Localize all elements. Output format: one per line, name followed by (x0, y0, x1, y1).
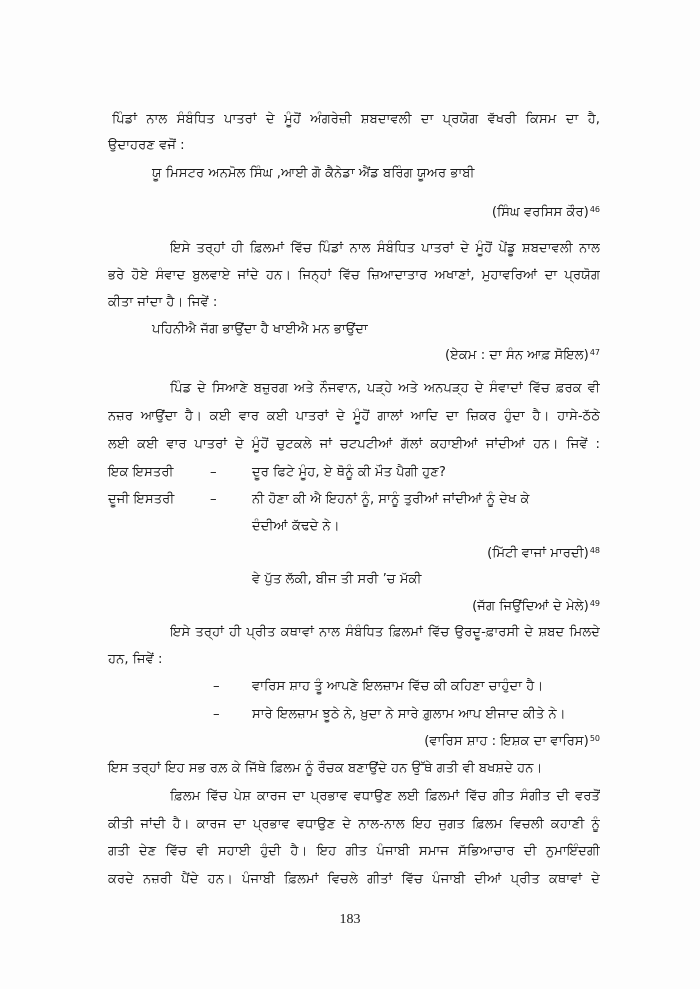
citation-2 (445, 347, 600, 365)
citation-3 (487, 545, 600, 563)
speaker-2-continuation: ਦੰਦੀਆਂ ਕੱਢਦੇ ਨੇ। (252, 519, 340, 534)
quote-2: ਪਹਿਨੀਐ ਜੱਗ ਭਾਉਂਦਾ ਹੈ ਖਾਈਐ ਮਨ ਭਾਉਂਦਾ (152, 322, 368, 337)
paragraph-3-line-3: ਲਈ ਕਈ ਵਾਰ ਪਾਤਰਾਂ ਦੇ ਮੂੰਹੋਂ ਚੁਟਕਲੇ ਜਾਂ ਚਟਪਟੀਆਂ ਗੱਲਾਂ ਕਹਾਈਆਂ ਜਾਂਦੀਆਂ ਹਨ। ਜਿਵੇਂ : (108, 437, 600, 452)
quote-3: ਵੇ ਪੁੱਤ ਲੱਕੀ, ਬੀਜ ਤੀ ਸਰੀ ’ਚ ਮੱਕੀ (252, 572, 422, 587)
paragraph-3-line-1: ਪਿੰਡ ਦੇ ਸਿਆਣੇ ਬਜ਼ੁਰਗ ਅਤੇ ਨੌਜਵਾਨ, ਪੜ੍ਹੇ ਅਤੇ ਅਨਪੜ੍ਹ ਦੇ ਸੰਵਾਦਾਂ ਵਿੱਚ ਫ਼ਰਕ ਵੀ (170, 381, 600, 396)
quote-4-1-dash: – (213, 679, 220, 694)
paragraph-4-line-1: ਇਸੇ ਤਰ੍ਹਾਂ ਹੀ ਪ੍ਰੀਤ ਕਥਾਵਾਂ ਨਾਲ ਸੰਬੰਧਿਤ ਫ਼ਿਲਮਾਂ ਵਿੱਚ ਉਰਦੂ-ਫ਼ਾਰਸੀ ਦੇ ਸ਼ਬਦ ਮਿਲਦੇ (170, 625, 600, 640)
quote-4-2-text: ਸਾਰੇ ਇਲਜ਼ਾਮ ਝੂਠੇ ਨੇ, ਖ਼ੁਦਾ ਨੇ ਸਾਰੇ ਗ਼ੁਲਾਮ ਆਪ ਈਜਾਦ ਕੀਤੇ ਨੇ। (252, 707, 566, 722)
footnote-ref-48: 48 (589, 546, 600, 555)
paragraph-4-line-2: ਹਨ, ਜਿਵੇਂ : (108, 652, 163, 667)
citation-1 (492, 204, 600, 222)
quote-4-2-dash: – (213, 707, 220, 722)
paragraph-2-line-3: ਕੀਤਾ ਜਾਂਦਾ ਹੈ। ਜਿਵੇਂ : (108, 295, 218, 310)
paragraph-6-line-4: ਕਰਦੇ ਨਜ਼ਰੀ ਪੈਂਦੇ ਹਨ। ਪੰਜਾਬੀ ਫ਼ਿਲਮਾਂ ਵਿਚਲੇ ਗੀਤਾਂ ਵਿੱਚ ਪੰਜਾਬੀ ਦੀਆਂ ਪ੍ਰੀਤ ਕਥਾਵਾਂ ਦੇ (108, 872, 600, 887)
paragraph-6-line-2: ਕੀਤੀ ਜਾਂਦੀ ਹੈ। ਕਾਰਜ ਦਾ ਪ੍ਰਭਾਵ ਵਧਾਉਣ ਦੇ ਨਾਲ-ਨਾਲ ਇਹ ਜੁਗਤ ਫ਼ਿਲਮ ਵਿਚਲੀ ਕਹਾਣੀ ਨੂੰ (108, 817, 600, 832)
paragraph-1-line-2: ਉਦਾਹਰਣ ਵਜੋਂ : (108, 138, 185, 153)
speaker-1-label: ਇਕ ਇਸਤਰੀ (108, 465, 174, 480)
page-number: 183 (339, 912, 361, 927)
speaker-2-label: ਦੂਜੀ ਇਸਤਰੀ (108, 492, 175, 507)
dialogue-line-2 (0, 491, 700, 509)
quote-4-line-1 (0, 678, 700, 696)
citation-3-text: (ਮਿੱਟੀ ਵਾਜਾਂ ਮਾਰਦੀ) (487, 546, 589, 561)
speaker-1-dash: – (210, 465, 217, 480)
paragraph-6-line-3: ਗਤੀ ਦੇਣ ਵਿੱਚ ਵੀ ਸਹਾਈ ਹੁੰਦੀ ਹੈ। ਇਹ ਗੀਤ ਪੰਜਾਬੀ ਸਮਾਜ ਸੱਭਿਆਚਾਰ ਦੀ ਨੁਮਾਇੰਦਗੀ (108, 844, 600, 859)
dialogue-line-1 (0, 464, 700, 482)
citation-5-text: (ਵਾਰਿਸ ਸ਼ਾਹ : ਇਸ਼ਕ ਦਾ ਵਾਰਿਸ) (424, 734, 589, 749)
citation-1-text: (ਸਿੰਘ ਵਰਸਿਸ ਕੌਰ) (491, 205, 589, 220)
citation-4 (472, 598, 600, 616)
paragraph-3-line-2: ਨਜ਼ਰ ਆਉਂਦਾ ਹੈ। ਕਈ ਵਾਰ ਕਈ ਪਾਤਰਾਂ ਦੇ ਮੂੰਹੋਂ ਗਾਲਾਂ ਆਦਿ ਦਾ ਜ਼ਿਕਰ ਹੁੰਦਾ ਹੈ। ਹਾਸੇ-ਠੱਠੇ (108, 409, 600, 424)
quote-4-line-2 (0, 706, 700, 724)
speaker-2-dash: – (210, 492, 217, 507)
quote-4-1-text: ਵਾਰਿਸ ਸ਼ਾਹ ਤੂੰ ਆਪਣੇ ਇਲਜ਼ਾਮ ਵਿੱਚ ਕੀ ਕਹਿਣਾ ਚਾਹੁੰਦਾ ਹੈ। (252, 679, 544, 694)
paragraph-1-line-1: ਪਿੰਡਾਂ ਨਾਲ ਸੰਬੰਧਿਤ ਪਾਤਰਾਂ ਦੇ ਮੂੰਹੋਂ ਅੰਗਰੇਜ਼ੀ ਸ਼ਬਦਾਵਲੀ ਦਾ ਪ੍ਰਯੋਗ ਵੱਖਰੀ ਕਿਸਮ ਦਾ ਹੈ, (112, 112, 600, 127)
citation-4-text: (ਜੱਗ ਜਿਉਂਦਿਆਂ ਦੇ ਮੇਲੇ) (472, 599, 589, 614)
speaker-2-text: ਨੀ ਹੋਣਾ ਕੀ ਐ ਇਹਨਾਂ ਨੂੰ, ਸਾਨੂੰ ਤੁਰੀਆਂ ਜਾਂਦੀਆਂ ਨੂੰ ਦੇਖ ਕੇ (252, 492, 530, 507)
paragraph-2-line-2: ਭਰੇ ਹੋਏ ਸੰਵਾਦ ਬੁਲਵਾਏ ਜਾਂਦੇ ਹਨ। ਜਿਨ੍ਹਾਂ ਵਿੱਚ ਜ਼ਿਆਦਾਤਾਰ ਅਖਾਣਾਂ, ਮੁਹਾਵਰਿਆਂ ਦਾ ਪ੍ਰਯੋਗ (108, 268, 600, 283)
speaker-1-text: ਦੂਰ ਫਿਟੇ ਮੂੰਹ, ਏ ਥੋਨੂੰ ਕੀ ਮੌਤ ਪੈਗੀ ਹੁਣ? (252, 465, 446, 480)
footnote-ref-47: 47 (589, 348, 600, 357)
citation-2-text: (ਏਕਮ : ਦਾ ਸੰਨ ਆਫ਼ ਸੋਇਲ) (444, 348, 589, 363)
paragraph-2-line-1: ਇਸੇ ਤਰ੍ਹਾਂ ਹੀ ਫ਼ਿਲਮਾਂ ਵਿੱਚ ਪਿੰਡਾਂ ਨਾਲ ਸੰਬੰਧਿਤ ਪਾਤਰਾਂ ਦੇ ਮੂੰਹੋਂ ਪੇਂਡੂ ਸ਼ਬਦਾਵਲੀ ਨਾਲ (170, 241, 600, 256)
paragraph-5-line-1: ਇਸ ਤਰ੍ਹਾਂ ਇਹ ਸਭ ਰਲ਼ ਕੇ ਜਿੱਥੇ ਫ਼ਿਲਮ ਨੂੰ ਰੌਚਕ ਬਣਾਉਂਦੇ ਹਨ ਉੱਥੇ ਗਤੀ ਵੀ ਬਖਸ਼ਦੇ ਹਨ। (108, 761, 543, 776)
quote-1: ਯੂ ਮਿਸਟਰ ਅਨਮੋਲ ਸਿੰਘ ,ਆਈ ਗੋ ਕੈਨੇਡਾ ਐਂਡ ਬਰਿੰਗ ਯੂਅਰ ਭਾਬੀ (152, 166, 475, 181)
footnote-ref-49: 49 (589, 599, 600, 608)
footnote-ref-50: 50 (589, 734, 600, 743)
footnote-ref-46: 46 (589, 205, 600, 214)
citation-5 (424, 733, 600, 751)
paragraph-6-line-1: ਫ਼ਿਲਮ ਵਿੱਚ ਪੇਸ਼ ਕਾਰਜ ਦਾ ਪ੍ਰਭਾਵ ਵਧਾਉਣ ਲਈ ਫ਼ਿਲਮਾਂ ਵਿੱਚ ਗੀਤ ਸੰਗੀਤ ਦੀ ਵਰਤੋਂ (170, 789, 600, 804)
